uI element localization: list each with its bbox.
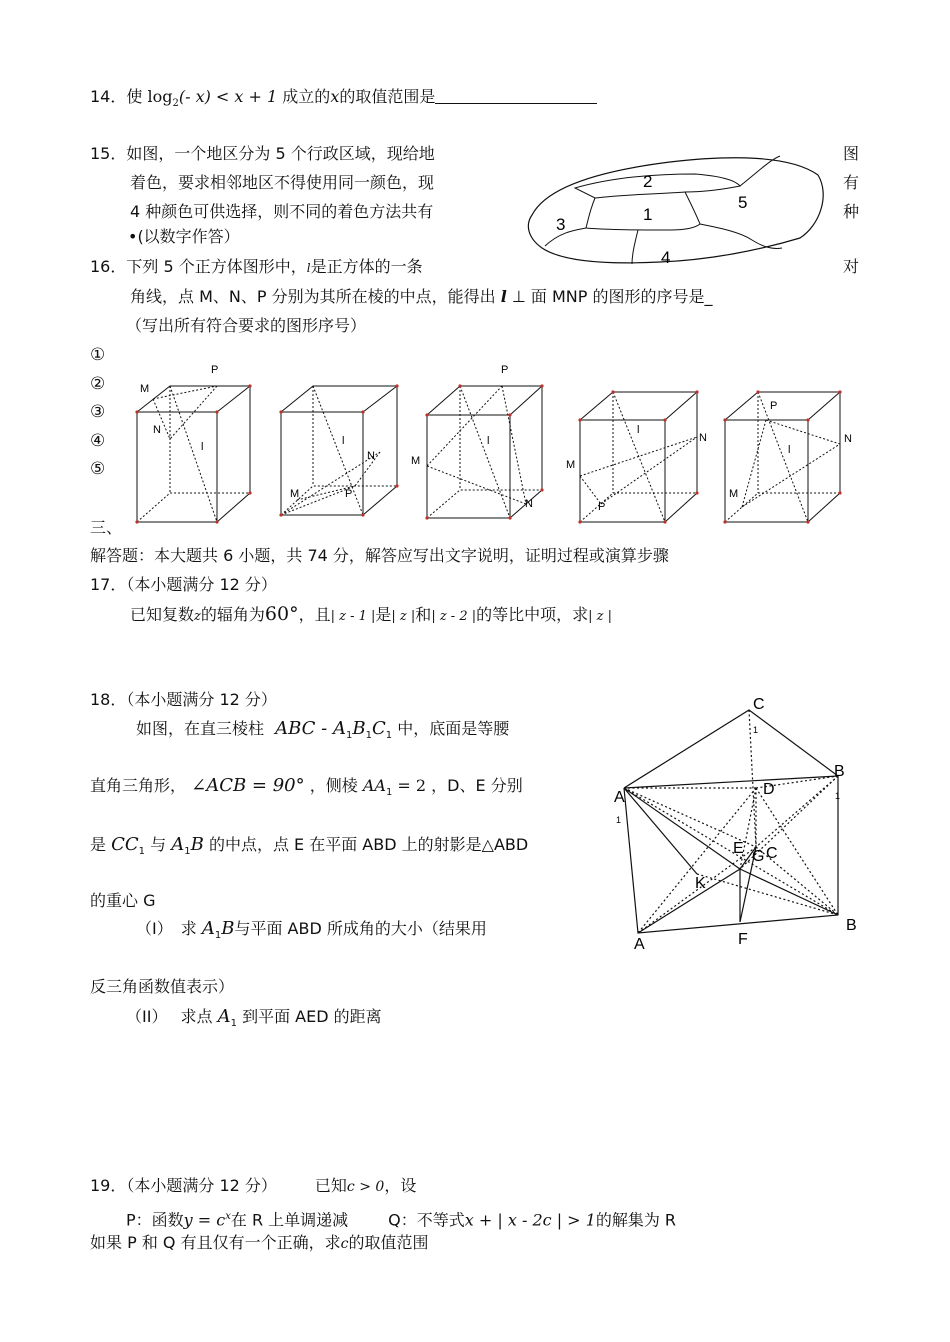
label-l: l [788,444,791,456]
q18-part2: （II） 求点 $A_1$ 到平面 AED 的距离 [126,1006,382,1029]
region-label-2: 2 [643,172,653,191]
label-M: M [729,488,739,500]
label-M: M [290,488,300,500]
q18-line4: 的重心 G [90,891,156,910]
q18-line6: 反三角函数值表示） [90,977,235,996]
label-N: N [153,424,161,436]
q16-line1: 16．下列 5 个正方体图形中，l是正方体的一条 [90,257,423,276]
q15-line4: •(以数字作答） [128,227,240,246]
q15-line2-right: 有 [843,173,860,192]
label-M: M [566,459,576,471]
answer-blank[interactable] [435,89,597,104]
fig-label-C1-sub: 1 [753,725,759,735]
option-circle-1: ① [90,345,106,365]
q15-line2: 着色，要求相邻地区不得使用同一颜色，现 [130,173,435,192]
log-expr: $\log_2(-$ x) < x + 1 [147,87,278,109]
option-circle-5: ⑤ [90,459,106,479]
label-M: M [411,455,421,467]
label-N: N [525,498,533,510]
cube-figure-4 [565,382,715,527]
cube-figure-5 [720,382,870,527]
q15-line3-right: 种 [843,202,860,221]
q18-part1: （I） 求 $A_1B$与平面 ABD 所成角的大小（结果用 [136,918,487,941]
label-M: M [140,383,150,395]
region-label-1: 1 [643,205,653,224]
section-intro: 解答题：本大题共 6 小题，共 74 分，解答应写出文字说明，证明过程或演算步骤 [90,546,669,565]
label-P: P [598,501,606,513]
option-circle-2: ② [90,373,106,394]
option-circle-3: ③ [90,402,106,422]
label-P: P [770,400,778,412]
fig-label-A: A [634,936,645,953]
q17-head: 17．（本小题满分 12 分） [90,575,277,594]
label-P: P [501,364,509,376]
option-circle-4: ④ [90,430,106,451]
q19-p-line: P：函数$y = c^x$在 R 上单调递减 Q：不等式x + | x - 2c | > 1的解集为 R [126,1210,677,1230]
q19-last: 如果 P 和 Q 有且仅有一个正确，求c的取值范围 [90,1233,429,1252]
q15-line3: 4 种颜色可供选择，则不同的着色方法共有 [130,202,434,221]
label-N: N [367,450,375,462]
region-map-figure [520,150,830,270]
cube-figure-1 [125,360,260,530]
q19-head: 19．（本小题满分 12 分） 已知c > 0，设 [90,1176,417,1195]
region-label-3: 3 [556,215,566,234]
fig-label-E: E [733,840,744,857]
fig-label-B1-sub: 1 [835,791,841,801]
fig-label-C: C [766,845,778,862]
section-three-label: 三、 [90,518,123,537]
q17-body: 已知复数z的辐角为60°，且| z - 1 |是| z |和| z - 2 |的等比中项，求| z | [130,603,613,625]
label-N: N [699,432,707,444]
q18-line1: 如图，在直三棱柱 ABC - $A_1B_1C_1$ 中，底面是等腰 [136,718,510,741]
q18-line2: 直角三角形， ∠ACB = 90° ，侧棱 $AA_1 = 2$ ，D、E 分别 [90,775,523,798]
fig-label-D: D [763,781,775,798]
fig-label-A1-sub: 1 [616,815,622,825]
prism-figure [612,690,867,955]
q18-head: 18．（本小题满分 12 分） [90,690,277,709]
label-P: P [345,488,353,500]
q16-line2: 角线，点 M、N、P 分别为其所在棱的中点，能得出 l ⊥ 面 MNP 的图形的序号是_ [130,287,713,306]
label-l: l [201,441,204,453]
label-N: N [844,433,852,445]
fig-label-B: B [846,917,857,934]
cube-figure-3 [405,360,555,525]
label-l: l [637,424,640,436]
fig-label-K: K [695,875,706,892]
fig-label-F: F [738,931,748,948]
q14-line: 14．使 $\log_2(-$ x) < x + 1 成立的x的取值范围是 [90,86,597,115]
fig-label-A1: A [614,789,625,806]
fig-label-G: G [752,848,765,865]
region-label-5: 5 [738,193,748,212]
q15-line1-right: 图 [843,144,860,163]
label-l: l [342,435,345,447]
q18-line3: 是 $CC_1$ 与 $A_1B$ 的中点，点 E 在平面 ABD 上的射影是△ABD [90,834,529,857]
q16-line1-right: 对 [843,257,860,276]
cube-figure-2 [275,378,410,523]
fig-label-B1: B [834,763,845,780]
fig-label-C1: C [753,696,765,713]
q16-line3: （写出所有符合要求的图形序号） [126,316,367,335]
region-label-4: 4 [661,248,671,267]
label-P: P [211,364,219,376]
q15-line1: 15．如图，一个地区分为 5 个行政区域，现给地 [90,144,435,163]
label-l: l [487,435,490,447]
